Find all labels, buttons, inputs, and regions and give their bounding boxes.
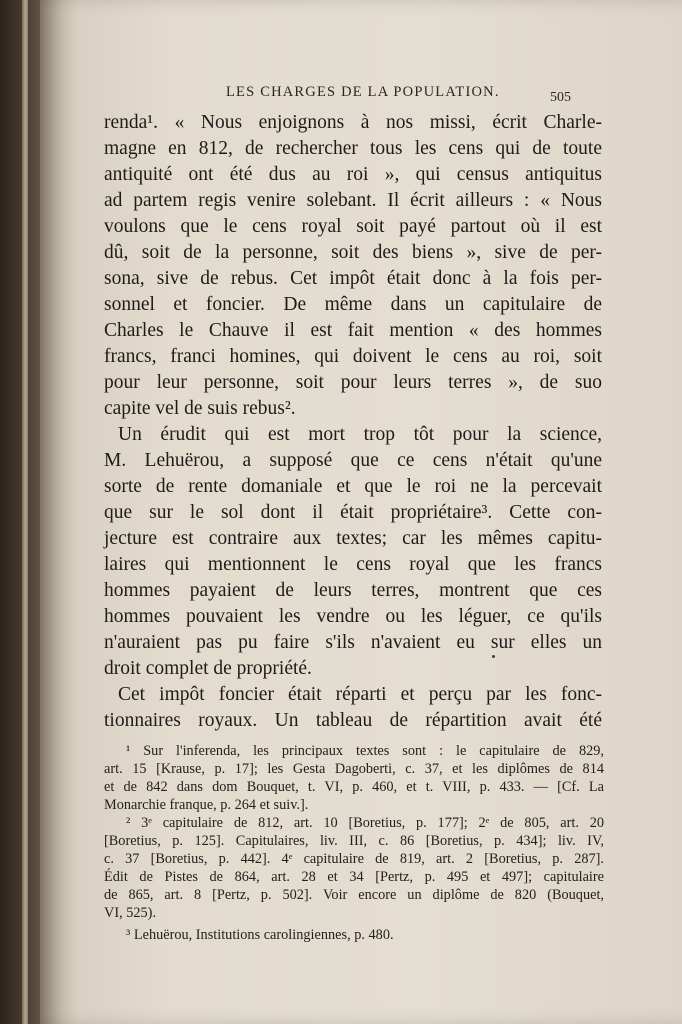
body-line: jecture est contraire aux textes; car les mêmes capitu- (104, 528, 602, 549)
body-line: n'auraient pas pu faire s'ils n'avaient eu sur elles un (104, 632, 602, 653)
body-line: renda¹. « Nous enjoignons à nos missi, écrit Charle- (104, 112, 602, 133)
body-line: sona, sive de rebus. Cet impôt était donc à la fois per- (104, 268, 602, 289)
running-head: LES CHARGES DE LA POPULATION. (226, 84, 500, 100)
body-line: dû, soit de la personne, soit des biens », sive de per- (104, 242, 602, 263)
body-line: capite vel de suis rebus². (104, 398, 296, 419)
body-line: droit complet de propriété. (104, 658, 312, 679)
footnote-line: ³ Lehuërou, Institutions carolingiennes, p. 480. (126, 927, 394, 943)
footnote-line: ¹ Sur l'inferenda, les principaux textes sont : le capitulaire de 829, (126, 743, 604, 759)
body-line: tionnaires royaux. Un tableau de répartition avait été (104, 710, 602, 731)
body-line: antiquité ont été dus au roi », qui census antiquitus (104, 164, 602, 185)
paper-speck (492, 655, 495, 658)
footnote-line: VI, 525). (104, 905, 157, 921)
body-line: Charles le Chauve il est fait mention « des hommes (104, 320, 602, 341)
body-line: hommes payaient de leurs terres, montrent que ces (104, 580, 602, 601)
body-line: pour leur personne, soit pour leurs terres », de suo (104, 372, 602, 393)
footnote-line: [Boretius, p. 125]. Capitulaires, liv. III, c. 86 [Boretius, p. 434]; liv. IV, (104, 833, 604, 849)
book-page (40, 0, 682, 1024)
page-edges (22, 0, 28, 1024)
footnote-line: Édit de Pistes de 864, art. 28 et 34 [Pertz, p. 495 et 497]; capitulaire (104, 869, 604, 885)
body-line: que sur le sol dont il était propriétaire³. Cette con- (104, 502, 602, 523)
footnote-line: et de 842 dans dom Bouquet, t. VI, p. 460, et t. VIII, p. 433. — [Cf. La (104, 779, 604, 795)
footnote-line: c. 37 [Boretius, p. 442]. 4ᵉ capitulaire de 819, art. 2 [Boretius, p. 287]. (104, 851, 604, 867)
body-line: hommes pouvaient les vendre ou les léguer, ce qu'ils (104, 606, 602, 627)
page-number: 505 (550, 90, 571, 105)
body-line: Cet impôt foncier était réparti et perçu par les fonc- (118, 684, 602, 705)
body-line: voulons que le cens royal soit payé partout où il est (104, 216, 602, 237)
body-line: M. Lehuërou, a supposé que ce cens n'était qu'une (104, 450, 602, 471)
body-line: sonnel et foncier. De même dans un capitulaire de (104, 294, 602, 315)
body-line: laires qui mentionnent le cens royal que les francs (104, 554, 602, 575)
footnote-line: ² 3ᵉ capitulaire de 812, art. 10 [Boretius, p. 177]; 2ᵉ de 805, art. 20 (126, 815, 604, 831)
body-line: francs, franci homines, qui doivent le cens au roi, soit (104, 346, 602, 367)
footnote-line: art. 15 [Krause, p. 17]; les Gesta Dagoberti, c. 37, et les diplômes de 814 (104, 761, 604, 777)
body-line: ad partem regis venire solebant. Il écrit ailleurs : « Nous (104, 190, 602, 211)
footnote-line: Monarchie franque, p. 264 et suiv.]. (104, 797, 309, 813)
body-line: Un érudit qui est mort trop tôt pour la science, (118, 424, 602, 445)
body-line: sorte de rente domaniale et que le roi ne la percevait (104, 476, 602, 497)
footnote-line: de 865, art. 8 [Pertz, p. 502]. Voir encore un diplôme de 820 (Bouquet, (104, 887, 604, 903)
body-line: magne en 812, de rechercher tous les cens qui de toute (104, 138, 602, 159)
